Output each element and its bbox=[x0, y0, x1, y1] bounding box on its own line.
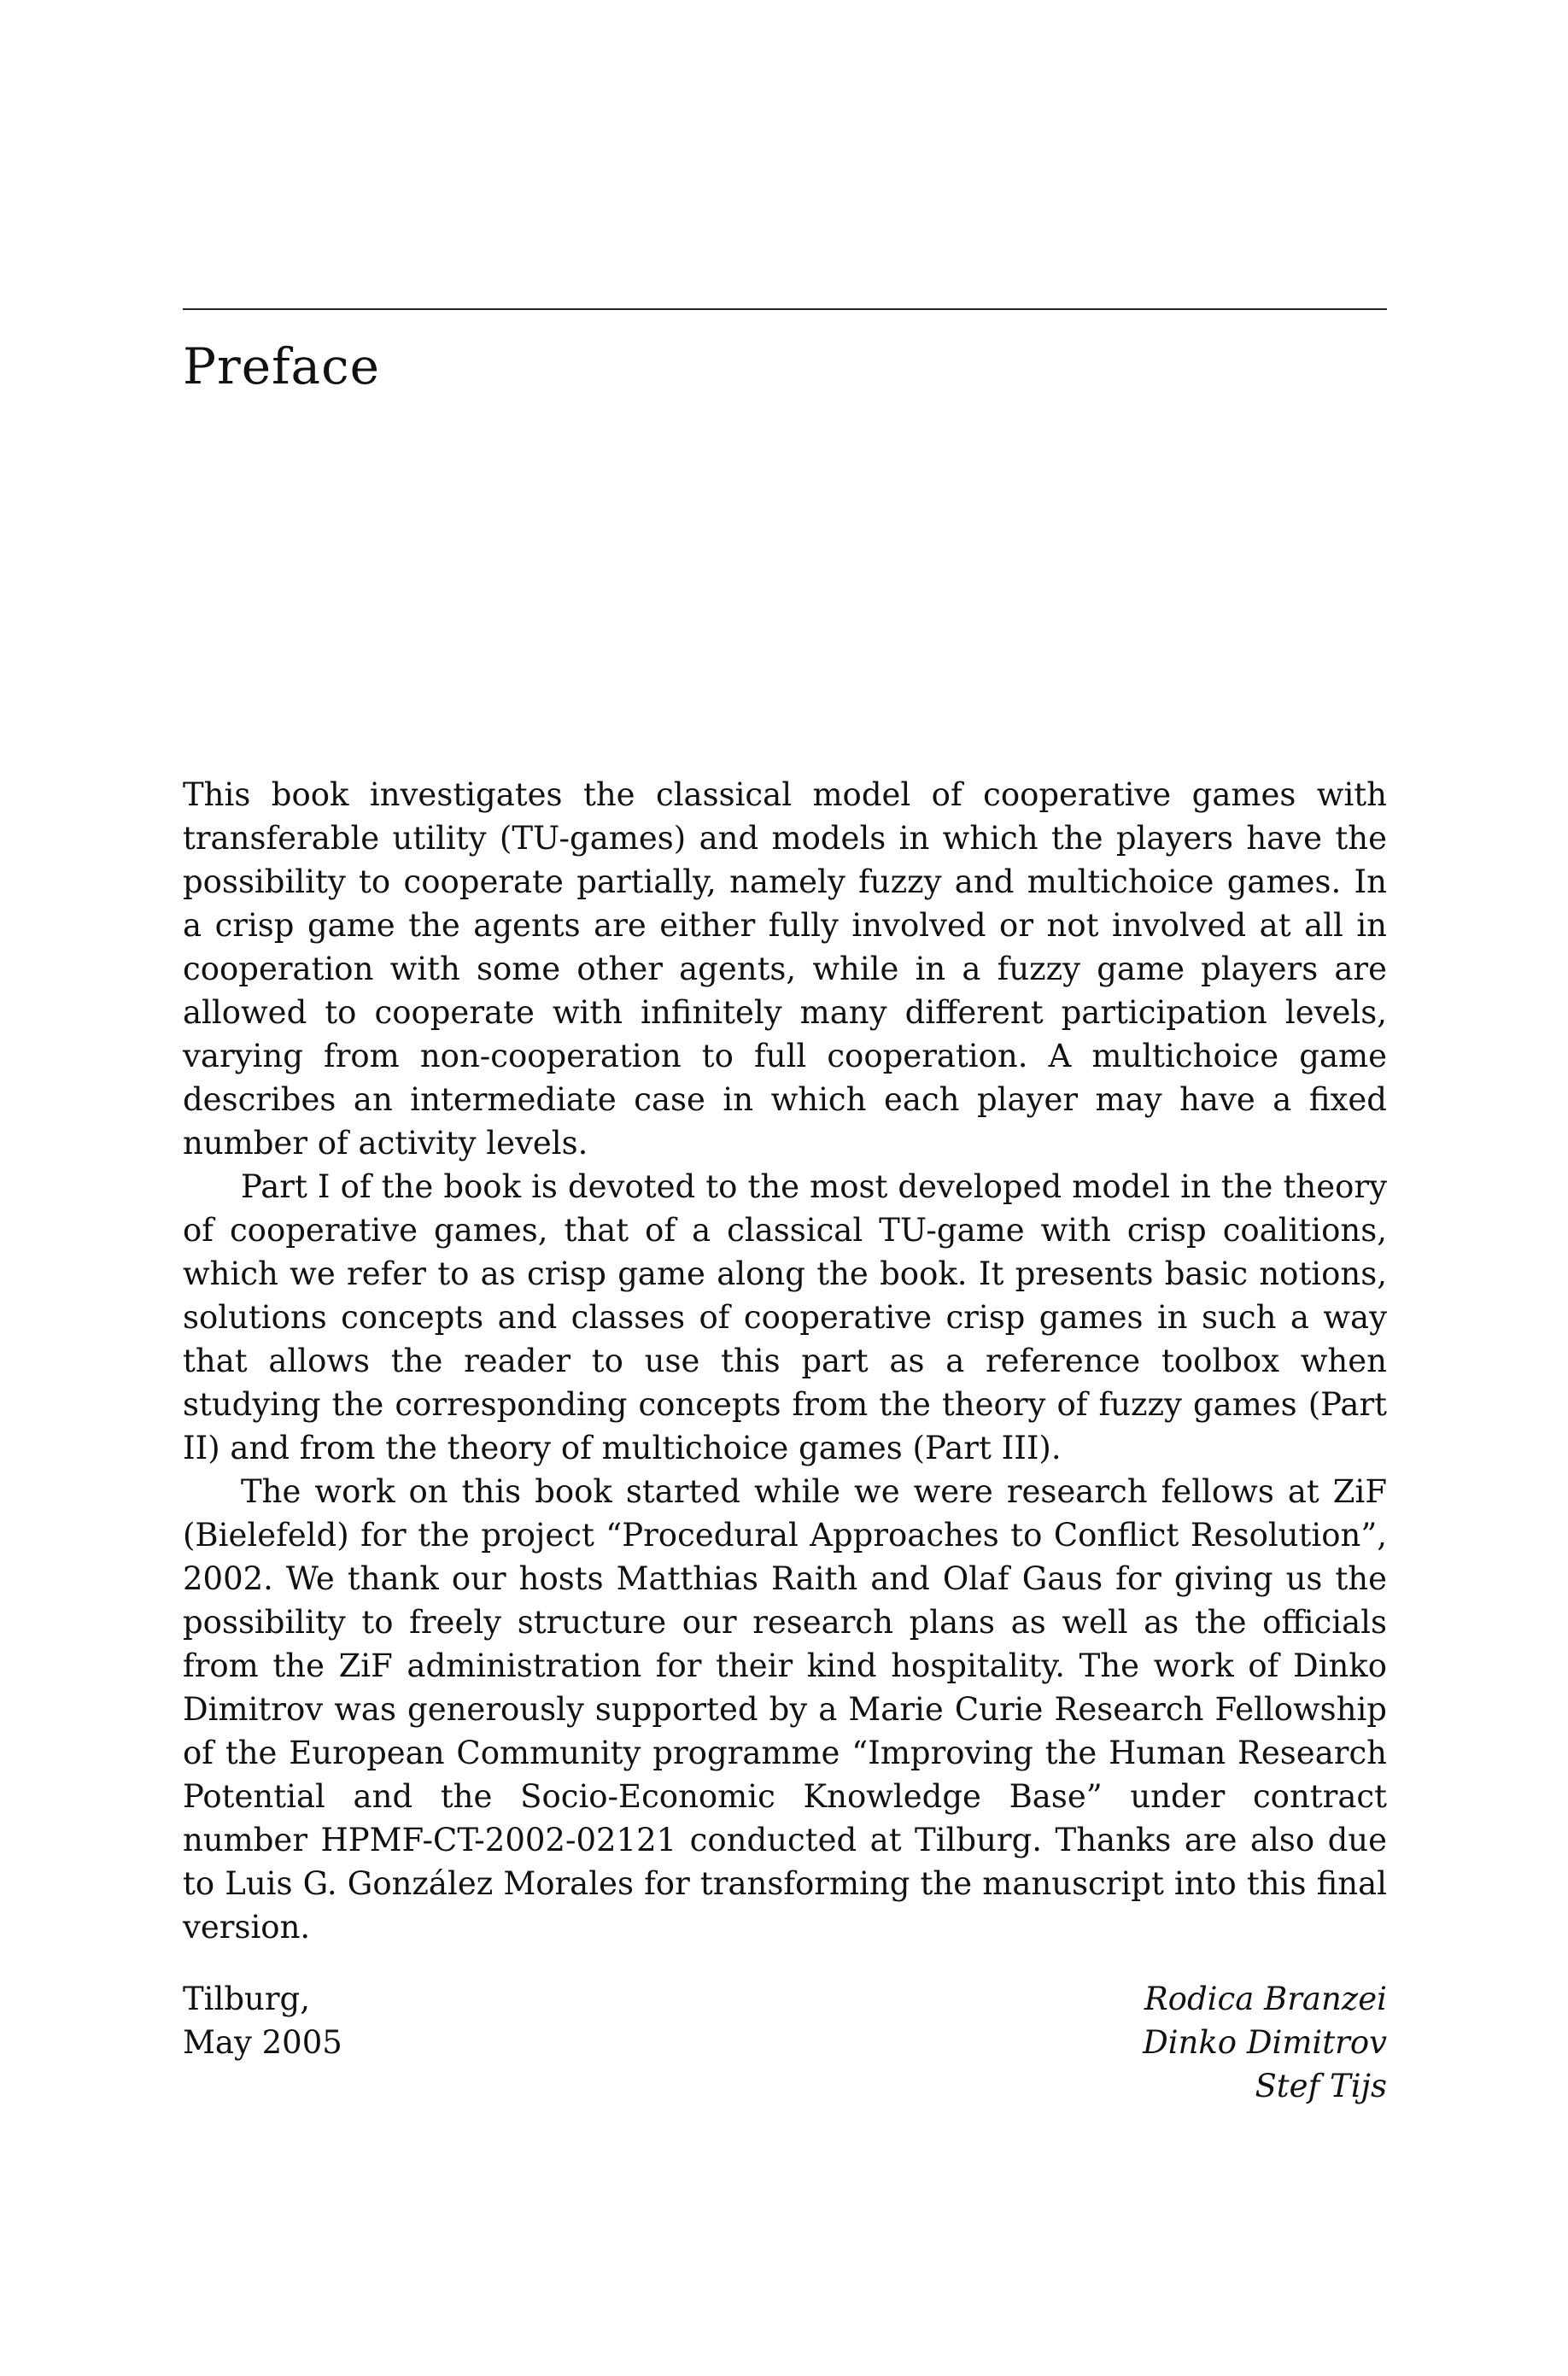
header-rule bbox=[183, 308, 1387, 310]
place-date-block bbox=[183, 1977, 342, 2064]
authors-block bbox=[1143, 1977, 1387, 2108]
paragraph-1: This book investigates the classical model of cooperative games with transferable utility (TU-games) and models in which the players have the possibility to cooperate partially, namely fuzzy and multichoice games. In a crisp game the agents are either fully involved or not involved at all in cooperation with some other agents, while in a fuzzy game players are allowed to cooperate with infinitely many different participation levels, varying from non-cooperation to full cooperation. A multichoice game describes an intermediate case in which each player may have a fixed number of activity levels. bbox=[183, 776, 1387, 1162]
paragraph-3: The work on this book started while we were research fellows at ZiF (Bielefeld) for the project “Procedural Approaches to Conflict Resolution”, 2002. We thank our hosts Matthias Raith and Olaf Gaus for giving us the possibility to freely structure our research plans as well as the officials from the ZiF administration for their kind hospitality. The work of Dinko Dimitrov was generously supported by a Marie Curie Research Fellowship of the European Community programme “Improving the Human Research Potential and the Socio-Economic Knowledge Base” under contract number HPMF-CT-2002-02121 conducted at Tilburg. Thanks are also due to Luis G. González Morales for transforming the manuscript into this final version. bbox=[183, 1473, 1387, 1946]
date: May 2005 bbox=[183, 2024, 342, 2061]
paragraph-2: Part I of the book is devoted to the most developed model in the theory of cooperative games, that of a classical TU-game with crisp coalitions, which we refer to as crisp game along the book. It presents basic notions, solutions concepts and classes of cooperative crisp games in such a way that allows the reader to use this part as a reference toolbox when studying the corresponding concepts from the theory of fuzzy games (Part II) and from the theory of multichoice games (Part III). bbox=[183, 1168, 1387, 1466]
author-3: Stef Tijs bbox=[1255, 2068, 1387, 2104]
preface-body bbox=[183, 773, 1387, 1949]
author-1: Rodica Branzei bbox=[1144, 1981, 1387, 2017]
place: Tilburg, bbox=[183, 1981, 310, 2017]
page-title: Preface bbox=[183, 337, 380, 395]
author-2: Dinko Dimitrov bbox=[1143, 2024, 1387, 2061]
